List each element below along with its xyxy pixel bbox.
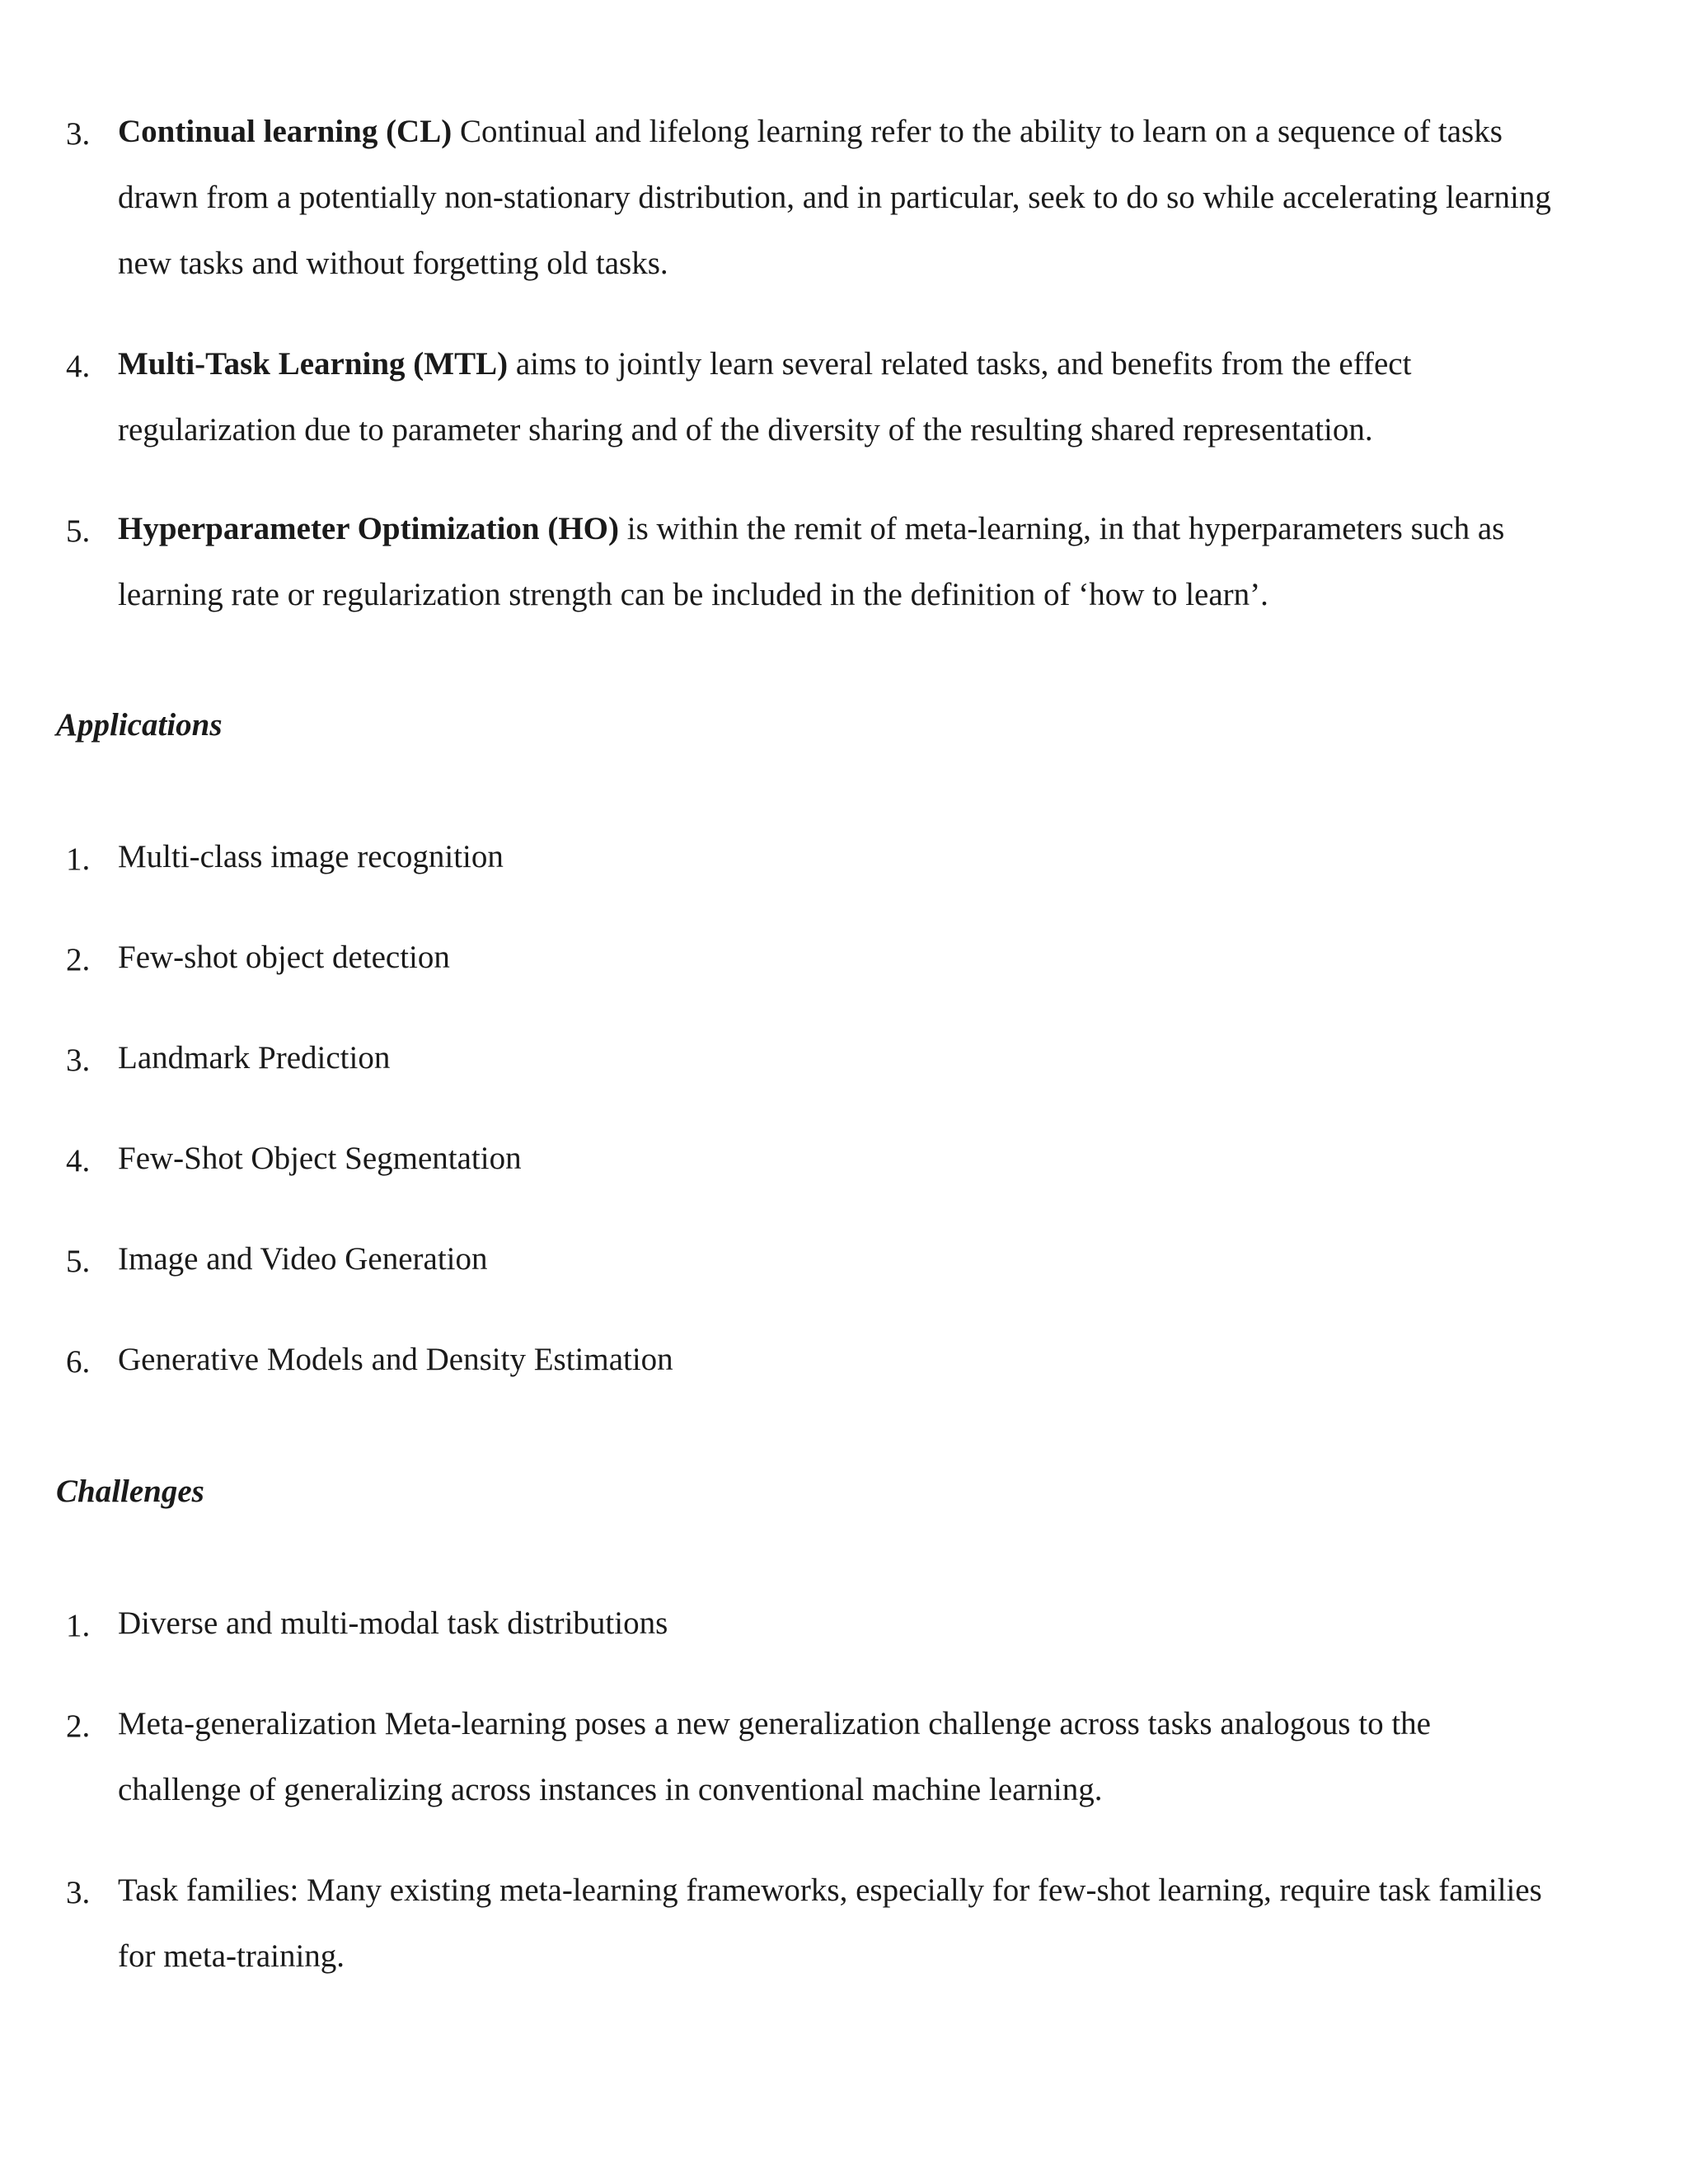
list-item-text <box>118 348 1585 480</box>
list-number: 3. <box>66 116 91 152</box>
list-number: 3. <box>66 1043 91 1078</box>
list-number: 3. <box>66 1875 91 1910</box>
list-number: 2. <box>66 942 91 977</box>
text-line: regularization due to parameter sharing and of the diversity of the resulting shared representation. <box>118 412 1373 448</box>
list-item-text: Diverse and multi-modal task distributions <box>118 1605 668 1641</box>
text-line: for meta-training. <box>118 1938 345 1974</box>
definition-text: aims to jointly learn several related tasks, and benefits from the effect <box>508 346 1412 382</box>
list-item-text: Multi-class image recognition <box>118 839 504 874</box>
text-line: Task families: Many existing meta-learning frameworks, especially for few-shot learning, require task families <box>118 1872 1542 1908</box>
list-number: 5. <box>66 1244 91 1279</box>
text-line: challenge of generalizing across instances in conventional machine learning. <box>118 1772 1103 1807</box>
text-line: learning rate or regularization strength can be included in the definition of ‘how to learn’. <box>118 577 1268 612</box>
text-line <box>118 513 1585 579</box>
list-number: 1. <box>66 841 91 877</box>
list-number: 4. <box>66 1143 91 1179</box>
text-line: Meta-generalization Meta-learning poses a new generalization challenge across tasks analogous to the <box>118 1706 1431 1741</box>
definition-text: Continual and lifelong learning refer to the ability to learn on a sequence of tasks <box>452 114 1503 149</box>
term-hyperparameter-optimization: Hyperparameter Optimization (HO) <box>118 511 619 546</box>
list-item-text: Few-shot object detection <box>118 940 450 975</box>
section-heading-applications: Applications <box>56 707 223 743</box>
list-number: 5. <box>66 513 91 549</box>
list-item-text <box>118 513 1585 644</box>
list-item-text: Landmark Prediction <box>118 1040 391 1076</box>
definition-text: is within the remit of meta-learning, in that hyperparameters such as <box>619 511 1505 546</box>
term-multi-task-learning: Multi-Task Learning (MTL) <box>118 346 509 382</box>
list-number: 1. <box>66 1608 91 1643</box>
list-item-text: Image and Video Generation <box>118 1241 488 1277</box>
list-number: 6. <box>66 1344 91 1380</box>
list-item-text: Generative Models and Density Estimation <box>118 1342 673 1377</box>
term-continual-learning: Continual learning (CL) <box>118 114 452 149</box>
text-line <box>118 348 1585 414</box>
section-heading-challenges: Challenges <box>56 1474 204 1509</box>
list-number: 4. <box>66 349 91 384</box>
text-line <box>118 115 1585 181</box>
text-line: new tasks and without forgetting old tasks. <box>118 246 668 281</box>
list-item-text <box>118 115 1585 313</box>
list-number: 2. <box>66 1708 91 1744</box>
list-item-text: Few-Shot Object Segmentation <box>118 1141 522 1176</box>
text-line: drawn from a potentially non-stationary distribution, and in particular, seek to do so while accelerating learning <box>118 180 1551 215</box>
